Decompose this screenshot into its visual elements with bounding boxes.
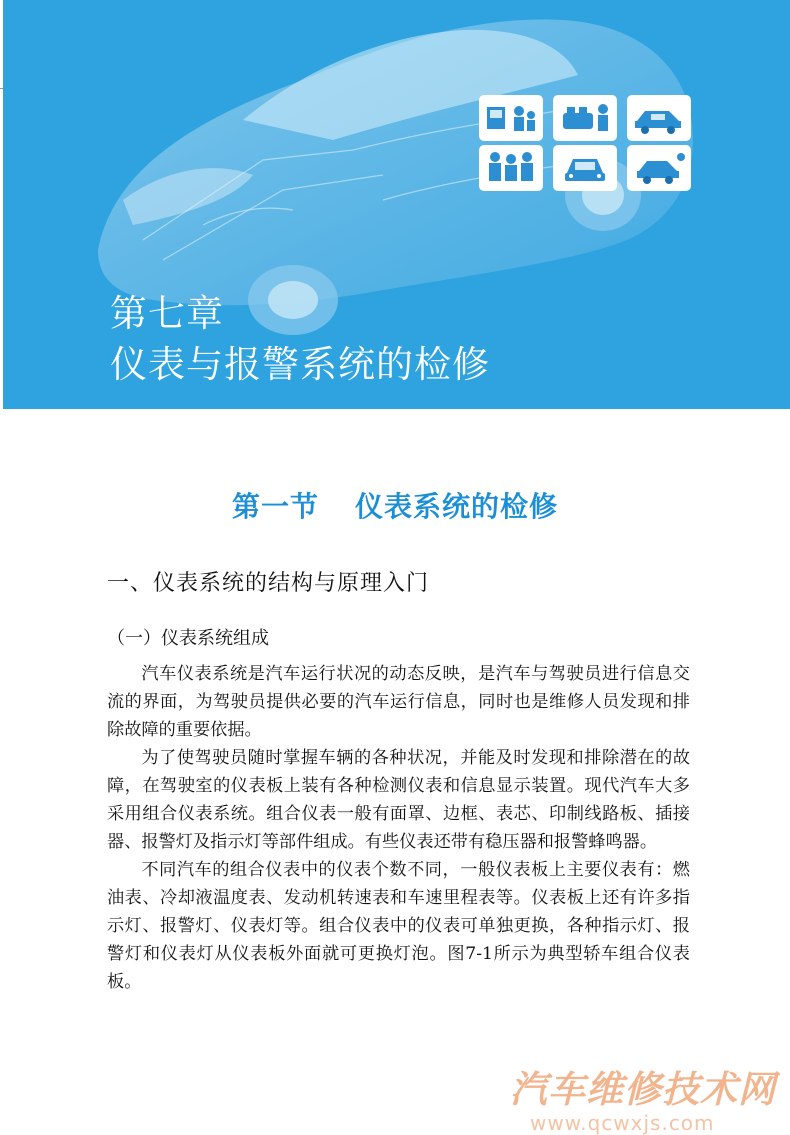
- chapter-title: 仪表与报警系统的检修: [110, 343, 490, 386]
- watermark-title: 汽车维修技术网: [510, 1068, 776, 1111]
- car-lift-icon: [627, 95, 691, 141]
- paragraph: 不同汽车的组合仪表中的仪表个数不同，一般仪表板上主要仪表有：燃油表、冷却液温度表、发动机转速表和车速里程表等。仪表板上还有许多指示灯、报警灯、仪表灯等。组合仪表中的仪表可单独更换，各种指示灯、报警灯和仪表灯从仪表板外面就可更换灯泡。图7-1所示为典型轿车组合仪表板。: [107, 860, 690, 992]
- section-number: 第一节: [231, 490, 319, 523]
- paragraph: 汽车仪表系统是汽车运行状况的动态反映，是汽车与驾驶员进行信息交流的界面，为驾驶员提供必要的汽车运行信息，同时也是维修人员发现和排除故障的重要依据。: [107, 664, 690, 740]
- engine-repair-icon: [553, 95, 617, 141]
- technicians-team-icon: [479, 145, 543, 191]
- section-title-text: 仪表系统的检修: [355, 490, 559, 523]
- car-front-inspection-icon: [553, 145, 617, 191]
- service-icon-grid: [479, 95, 692, 191]
- car-service-icon: [627, 145, 691, 191]
- subsection-heading: 一、仪表系统的结构与原理入门: [107, 571, 430, 596]
- subsubsection-heading: （一）仪表系统组成: [107, 628, 269, 649]
- chapter-banner: [3, 0, 790, 409]
- paragraph: 为了使驾驶员随时掌握车辆的各种状况，并能及时发现和排除潜在的故障，在驾驶室的仪表板上装有各种检测仪表和信息显示装置。现代汽车大多采用组合仪表系统。组合仪表一般有面罩、边框、表芯、印制线路板、插接器、报警灯及指示灯等部件组成。有些仪表还带有稳压器和报警蜂鸣器。: [107, 748, 690, 852]
- mechanic-diagnostics-icon: [479, 95, 543, 141]
- site-watermark: [510, 1068, 780, 1134]
- chapter-number: 第七章: [110, 292, 224, 335]
- section-heading: [0, 485, 790, 525]
- watermark-url: www.qcwxjs.com: [530, 1111, 715, 1135]
- body-text: [107, 660, 690, 996]
